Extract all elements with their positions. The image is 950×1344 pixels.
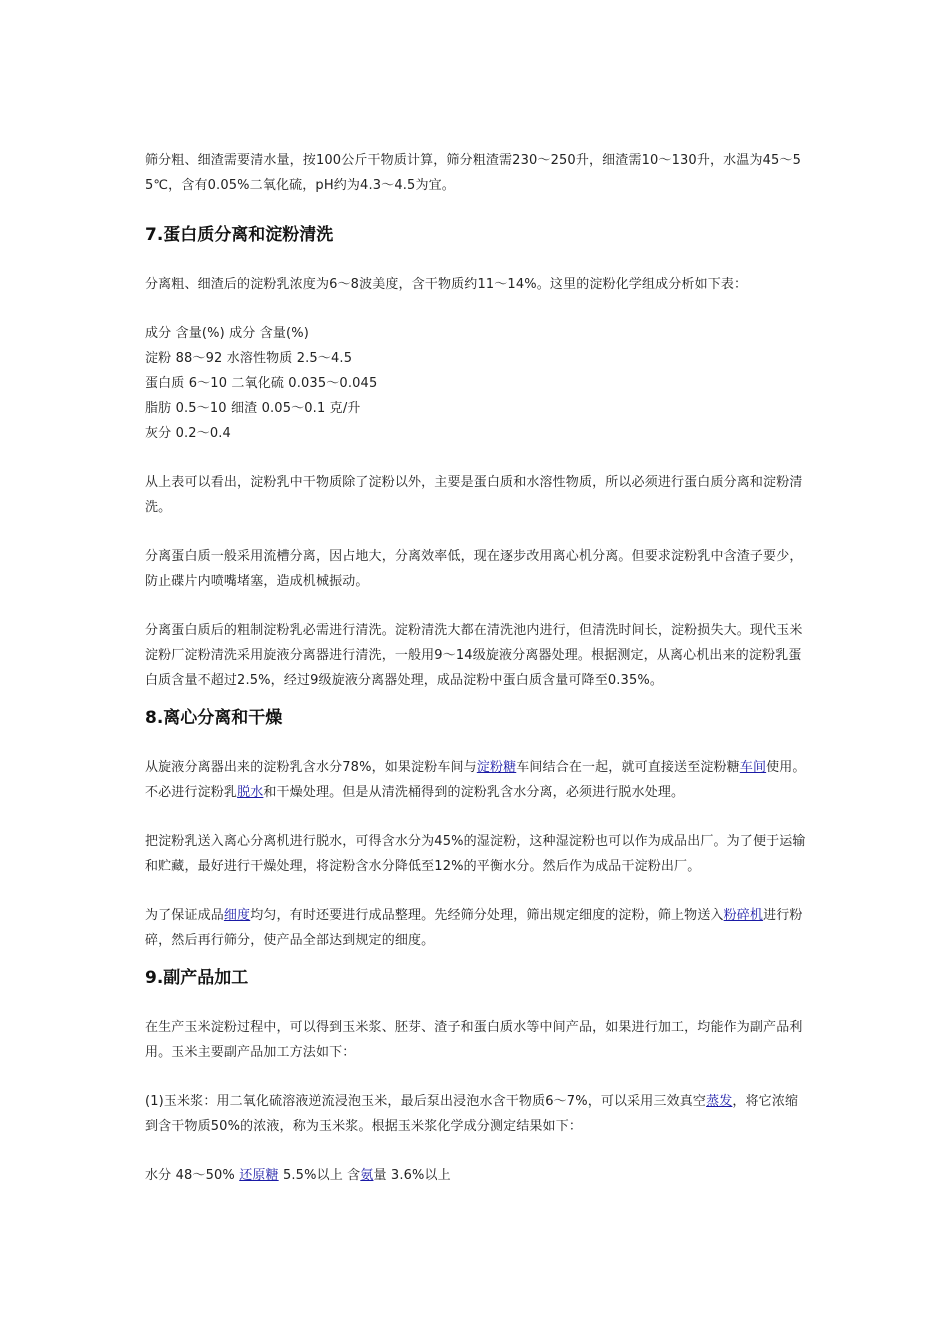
text-span: 车间结合在一起，就可直接送至淀粉糖: [516, 760, 740, 775]
table-line: 蛋白质 6～10 二氧化硫 0.035～0.045: [145, 376, 378, 391]
text-span: 从旋液分离器出来的淀粉乳含水分78%，如果淀粉车间与: [145, 760, 477, 775]
table-line: 脂肪 0.5～10 细渣 0.05～0.1 克/升: [145, 401, 361, 416]
text-span: ，将它浓缩到含干物质50%的浓液，称为玉米浆。根据玉米浆化学成分测定结果如下：: [145, 1094, 799, 1134]
text-span: 水分 48～50%: [145, 1168, 240, 1183]
text-span: 量 3.6%以上: [373, 1168, 451, 1183]
text-span: 进行粉碎，然后再行筛分，使产品全部达到规定的细度。: [145, 908, 803, 948]
paragraph-starch-washing: 分离蛋白质后的粗制淀粉乳必需进行清洗。淀粉清洗大都在清洗池内进行，但清洗时间长，淀粉损失大。现代玉米淀粉厂淀粉清洗采用旋液分离器进行清洗，一般用9～14级旋液分离器处理。根据测定，从离心机出来的淀粉乳蛋白质含量不超过2.5%，经过9级旋液分离器处理，成品淀粉中蛋白质含量可降至0.35%。: [145, 623, 803, 688]
paragraph-centrifuge: 把淀粉乳送入离心分离机进行脱水，可得含水分为45%的湿淀粉，这种湿淀粉也可以作为成品出厂。为了便于运输和贮藏，最好进行干燥处理，将淀粉含水分降低至12%的平衡水分。然后作为成品干淀粉出厂。: [145, 834, 806, 874]
link-evaporation[interactable]: 蒸发: [706, 1094, 733, 1109]
section-heading-9: 9.副产品加工: [145, 968, 249, 988]
paragraph-steep-composition: [145, 1163, 809, 1188]
text-span: (1)玉米浆：用二氧化硫溶液逆流浸泡玉米，最后泵出浸泡水含干物质6～7%，可以采用三效真空: [145, 1094, 707, 1109]
paragraph-finishing: [145, 903, 809, 953]
link-dehydration[interactable]: 脱水: [237, 785, 264, 800]
paragraph-corn-steep: [145, 1089, 809, 1139]
link-ammonia[interactable]: 氨: [360, 1168, 374, 1183]
link-reducing-sugar[interactable]: 还原糖: [239, 1168, 279, 1183]
link-starch-sugar[interactable]: 淀粉糖: [476, 760, 517, 775]
text-span: 使用。不必进行淀粉乳: [145, 760, 806, 800]
table-line: 淀粉 88～92 水溶性物质 2.5～4.5: [145, 351, 353, 366]
paragraph-table-conclusion: 从上表可以看出，淀粉乳中干物质除了淀粉以外，主要是蛋白质和水溶性物质，所以必须进行蛋白质分离和淀粉清洗。: [145, 475, 803, 515]
document-body: [145, 148, 809, 1188]
paragraph-protein-separation: 分离蛋白质一般采用流槽分离，因占地大，分离效率低，现在逐步改用离心机分离。但要求淀粉乳中含渣子要少，防止碟片内喷嘴堵塞，造成机械振动。: [145, 549, 803, 589]
link-fineness[interactable]: 细度: [223, 908, 251, 923]
section-heading-8: 8.离心分离和干燥: [145, 708, 283, 728]
paragraph-screening-water: 筛分粗、细渣需要清水量，按100公斤干物质计算，筛分粗渣需230～250升，细渣需10～130升，水温为45～55℃，含有0.05%二氧化硫，pH约为4.3～4.5为宜。: [145, 153, 802, 193]
paragraph-byproducts: 在生产玉米淀粉过程中，可以得到玉米浆、胚芽、渣子和蛋白质水等中间产品，如果进行加工，均能作为副产品利用。玉米主要副产品加工方法如下：: [145, 1020, 803, 1060]
text-span: 和干燥处理。但是从清洗桶得到的淀粉乳含水分离，必须进行脱水处理。: [263, 785, 685, 800]
text-span: 5.5%以上 含: [278, 1168, 361, 1183]
section-heading-7: 7.蛋白质分离和淀粉清洗: [145, 225, 334, 245]
table-line: 成分 含量(%) 成分 含量(%): [145, 326, 309, 341]
paragraph-starch-milk: 分离粗、细渣后的淀粉乳浓度为6～8波美度，含干物质约11～14%。这里的淀粉化学组成分析如下表：: [145, 277, 748, 292]
link-workshop[interactable]: 车间: [739, 760, 767, 775]
composition-table: [145, 321, 809, 446]
link-grinder[interactable]: 粉碎机: [723, 908, 764, 923]
paragraph-hydrocyclone: [145, 755, 809, 805]
text-span: 为了保证成品: [145, 908, 224, 923]
text-span: 均匀，有时还要进行成品整理。先经筛分处理，筛出规定细度的淀粉，筛上物送入: [250, 908, 724, 923]
table-line: 灰分 0.2～0.4: [145, 426, 231, 441]
